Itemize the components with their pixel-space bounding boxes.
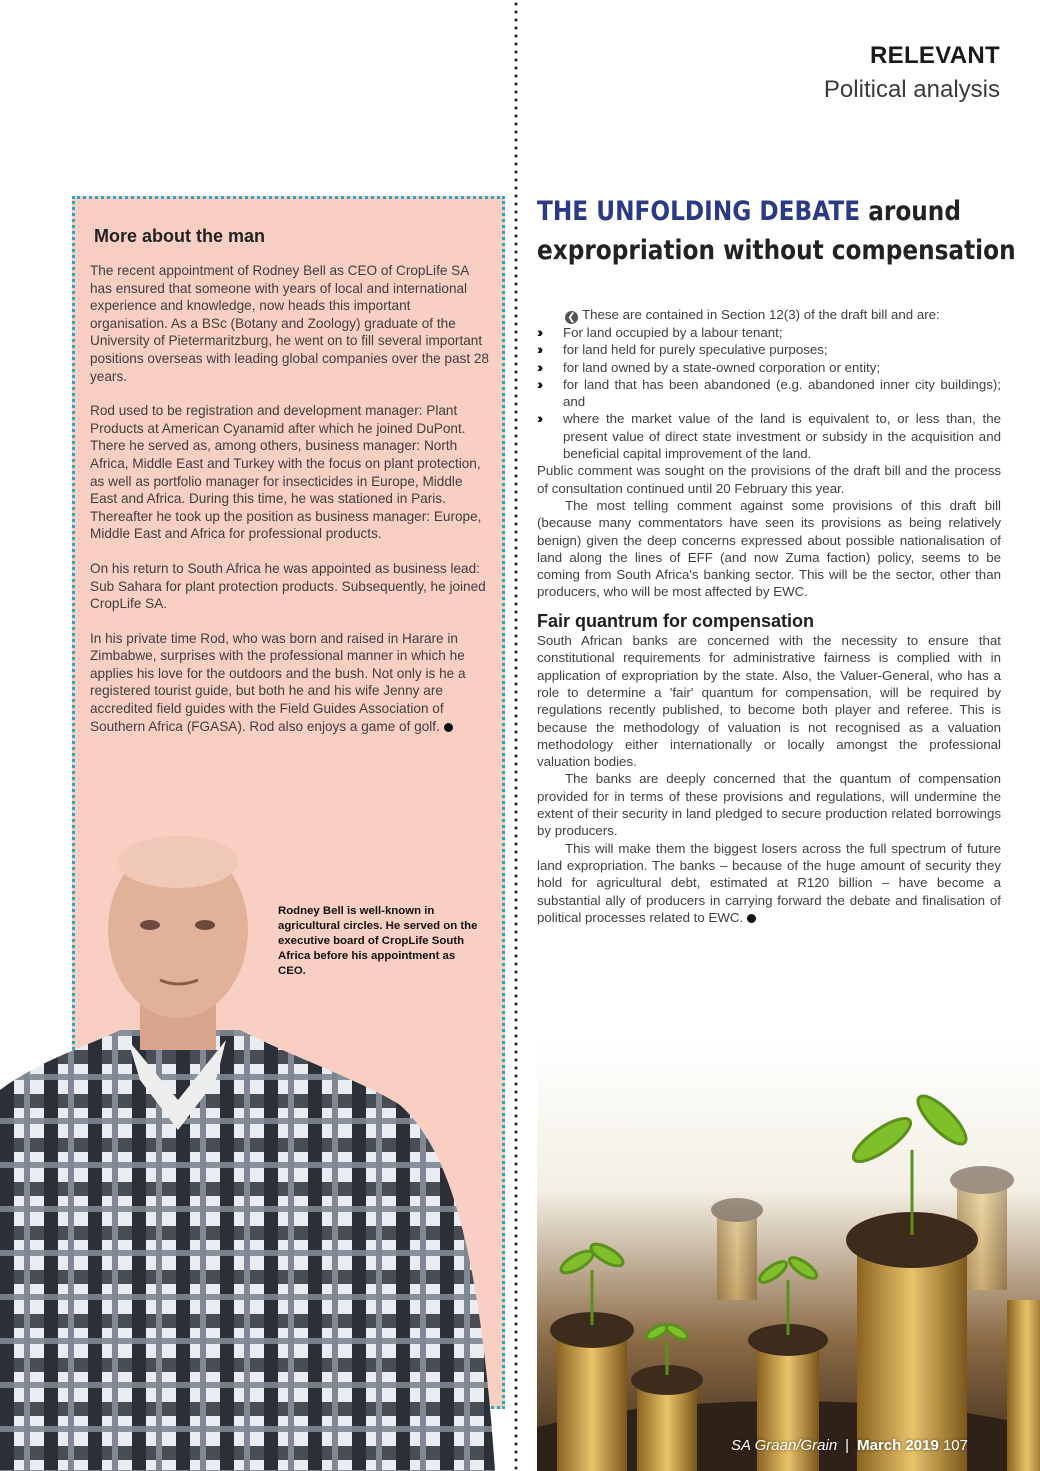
headline-accent: THE UNFOLDING DEBATE: [537, 196, 861, 227]
list-item-text: for land that has been abandoned (e.g. abandoned inner city buildings); and: [563, 376, 1001, 410]
headline-text: expropriation without compensation: [537, 235, 1016, 266]
photo-caption: Rodney Bell is well-known in agricultural circles. He served on the executive board of CropLife South Africa before his appointment as CEO.: [278, 905, 478, 977]
list-item: [537, 410, 1001, 462]
article-paragraph: South African banks are concerned with the necessity to ensure that constitutional requirements for administrative fairness is complied with in application of expropriation by the state. Also, the Valuer-General, who has a role to determine a 'fair' quantum for compensation, will be required by regulations recently published, to become both player and referee. This is because the methodology of valuation is not recognised as a valuation methodology either internationally or locally amongst the professional valuation bodies.: [537, 633, 1001, 770]
page-footer: [731, 1437, 968, 1454]
article-lead: [537, 306, 1001, 324]
footer-date: March 2019: [857, 1437, 939, 1454]
section-header: [824, 42, 1000, 104]
sidebar-heading: More about the man: [94, 226, 266, 246]
list-item: [537, 341, 1001, 358]
article-paragraph: [537, 840, 1001, 926]
article-paragraph-text: This will make them the biggest losers across the full spectrum of future land expropriation. The banks – because of the huge amount of security they hold for agricultural debt, estimated at R120 billion – have become a substantial ally of producers in carrying forward the debate and finalisation of political processes related to EWC.: [537, 840, 1001, 925]
chevron-right-icon: ››: [537, 375, 541, 392]
sidebar-paragraph: Rod used to be registration and development manager: Plant Products at American Cyanamid after which he joined DuPont. There he served as, among others, business manager: North Africa, Middle East and Turkey with the focus on plant protection, as well as portfolio manager for insecticides in Europe, Middle East and Africa. During this time, he was stationed in Paris. Thereafter he took up the position as business manager: Europe, Middle East and Africa for professional products.: [90, 403, 482, 542]
sidebar-paragraph: The recent appointment of Rodney Bell as CEO of CropLife SA has ensured that someone with years of local and international experience and knowledge, now heads this important organisation. As a BSc (Botany and Zoology) graduate of the University of Pietermaritzburg, he went on to fill several important positions overseas with leading global companies over the past 28 years.: [90, 263, 489, 384]
article-paragraph: The banks are deeply concerned that the quantum of compensation provided for in terms of these provisions and regulations, will undermine the extent of their security in land pledged to secure production related borrowings by producers.: [537, 771, 1001, 839]
chevron-right-icon: ››: [537, 341, 541, 358]
sidebar-body: [90, 262, 490, 752]
sidebar-paragraph-text: In his private time Rod, who was born and raised in Harare in Zimbabwe, surprises with the professional manner in which he applies his love for the outdoors and the bush. Not only is he a registered tourist guide, but both he and his wife Jenny are accredited field guides with the Field Guides Association of Southern Africa (FGASA). Rod also enjoys a game of golf.: [90, 630, 466, 734]
list-item-text: For land occupied by a labour tenant;: [563, 325, 783, 340]
page-number: 107: [942, 1437, 968, 1454]
article-paragraph: Public comment was sought on the provisions of the draft bill and the process of consultation continued until 20 February this year.: [537, 463, 1001, 496]
list-item: [537, 359, 1001, 376]
headline-text: around: [868, 196, 961, 227]
list-item: [537, 324, 1001, 341]
article-lead-text: These are contained in Section 12(3) of the draft bill and are:: [582, 307, 940, 322]
back-arrow-icon: ❮: [565, 311, 578, 324]
article-subheading: Fair quantrum for compensation: [537, 610, 815, 631]
footer-separator: |: [845, 1437, 850, 1454]
list-item: [537, 376, 1001, 411]
list-item-text: for land owned by a state-owned corporation or entity;: [563, 359, 881, 375]
sidebar-paragraph: On his return to South Africa he was appointed as business lead: Sub Sahara for plant protection products. Subsequently, he joined CropLife SA.: [90, 560, 486, 612]
list-item-text: where the market value of the land is equivalent to, or less than, the present value of direct state investment or subsidy in the acquisition and beneficial capital improvement of the land.: [563, 411, 1001, 462]
coins-seedlings-photo: [537, 1040, 1040, 1471]
footer-publication: SA Graan/Grain: [731, 1437, 838, 1454]
article-paragraph: The most telling comment against some provisions of this draft bill (because many commentators have seen its provisions as being relatively benign) given the deep concerns expressed about possible nationalisation of land along the lines of EFF (and now Zuma faction) policy, seems to be coming from South Africa's banking sector. This will be the sector, other than producers, who will be most affected by EWC.: [537, 497, 1001, 600]
column-divider: [514, 0, 518, 1471]
end-mark-icon: [444, 723, 453, 732]
section-subtitle: Political analysis: [823, 76, 1000, 103]
end-mark-icon: [747, 914, 756, 923]
list-item-text: for land held for purely speculative purposes;: [563, 342, 828, 358]
chevron-right-icon: ››: [537, 358, 541, 375]
chevron-right-icon: ››: [537, 324, 541, 340]
article-headline: [537, 192, 1016, 270]
article-body: [537, 306, 1001, 926]
section-title: RELEVANT: [870, 42, 1000, 69]
criteria-list: [537, 324, 1001, 462]
chevron-right-icon: ››: [537, 410, 541, 427]
sidebar-paragraph: [90, 630, 490, 736]
